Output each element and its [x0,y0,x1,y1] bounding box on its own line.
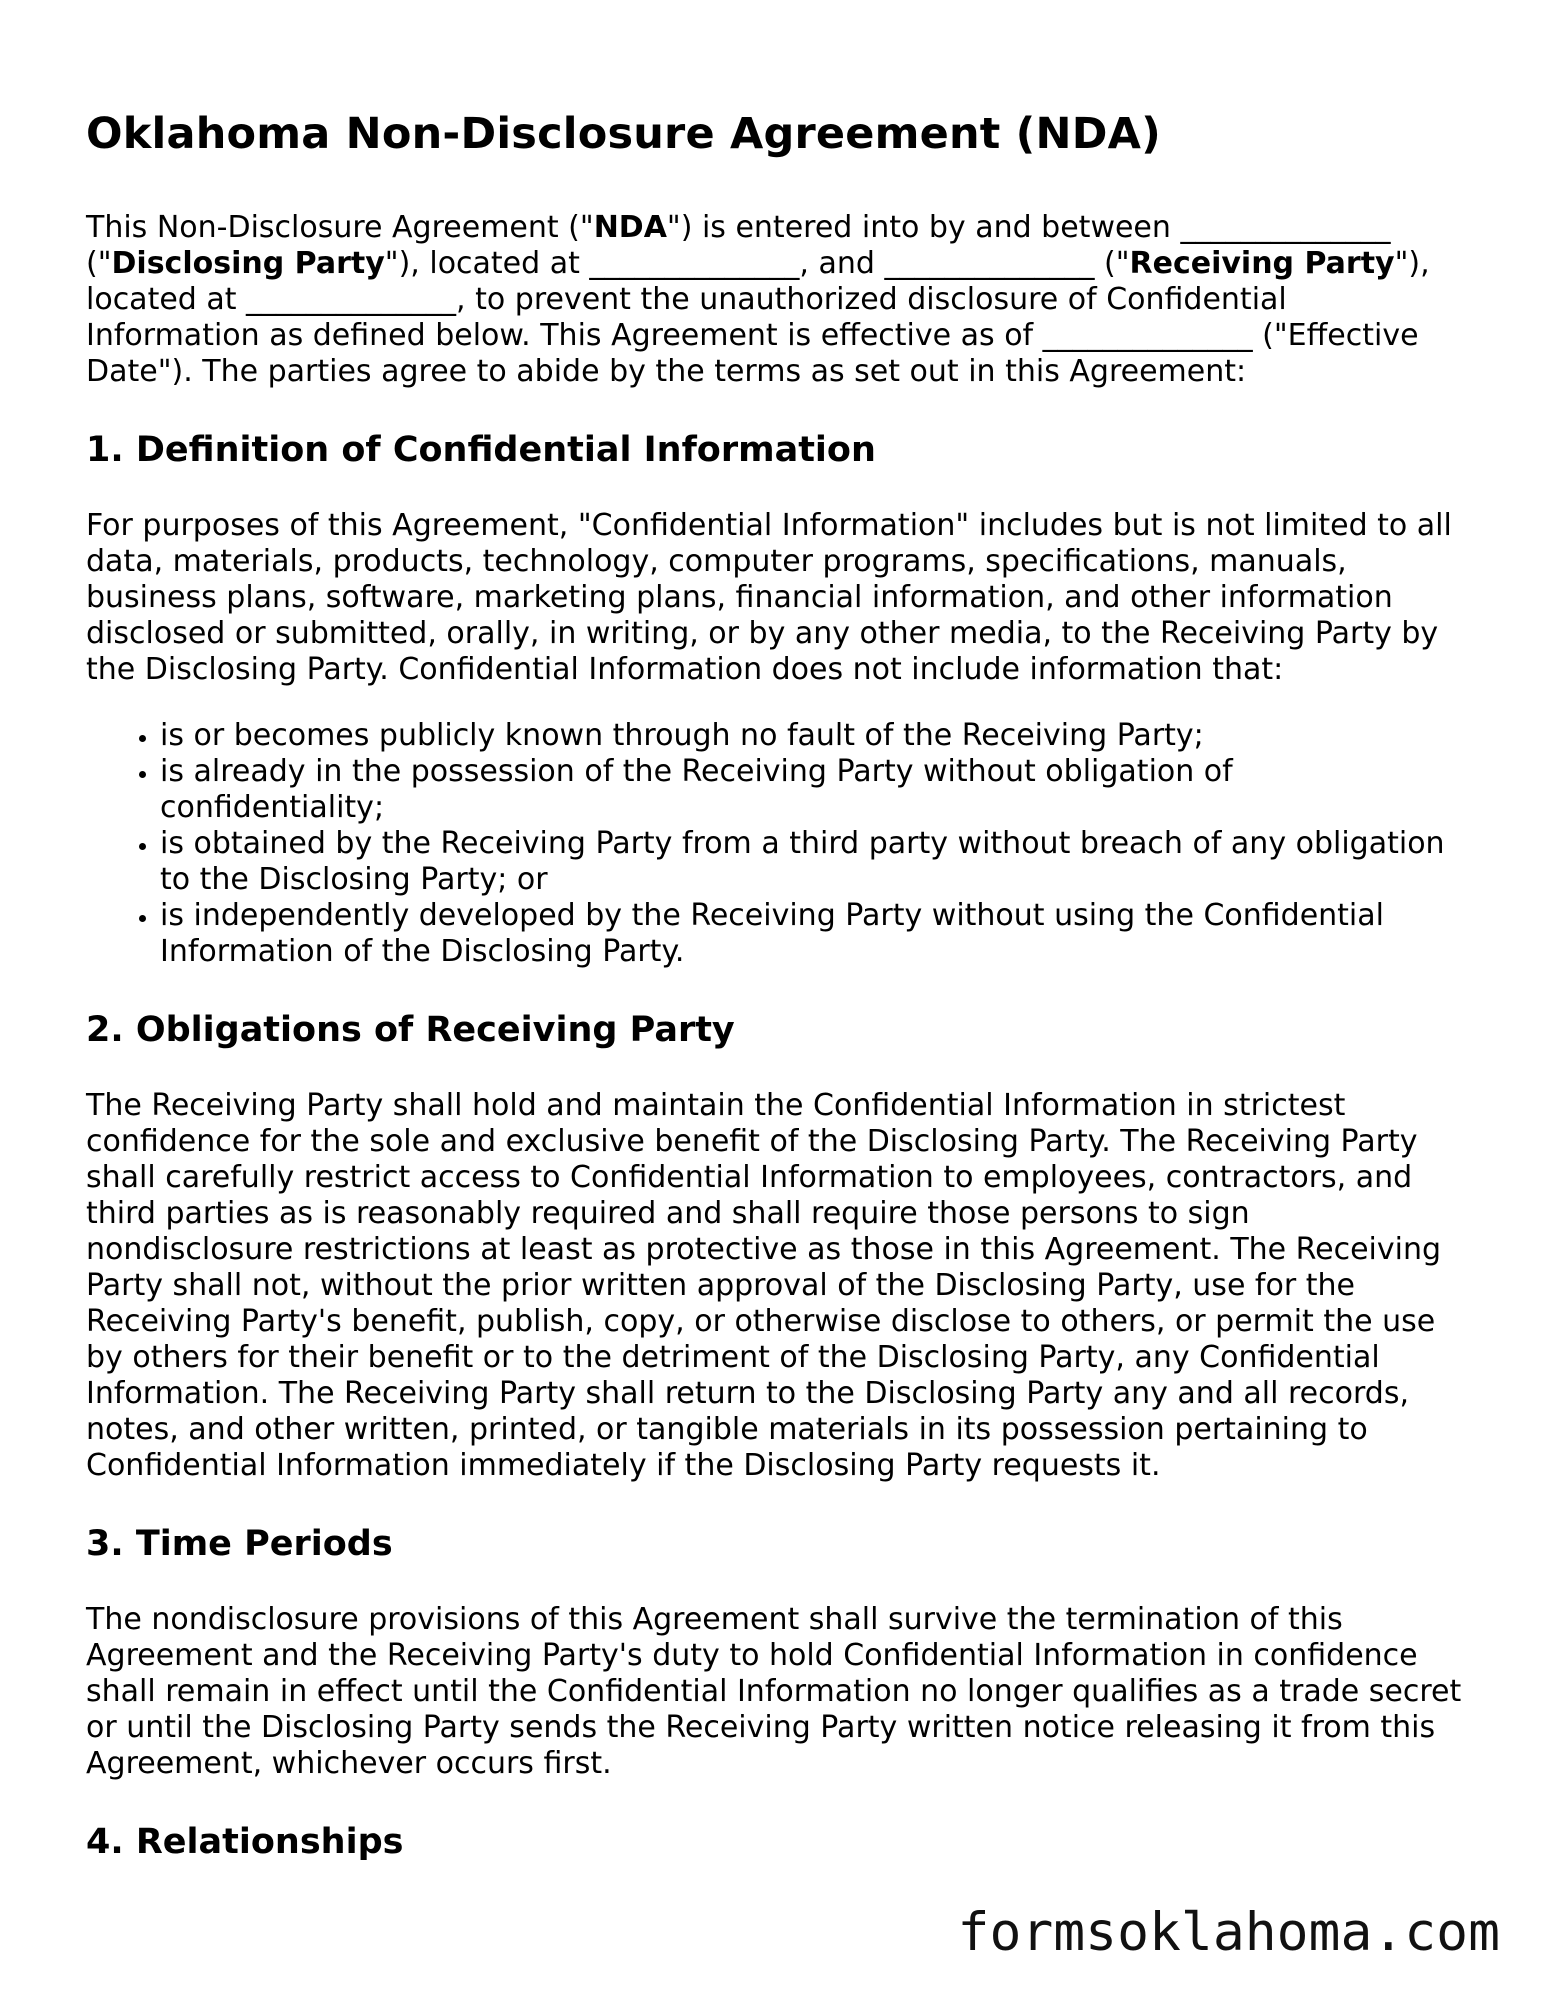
document-page [86,108,1466,1900]
intro-text: ") is entered into by and between ______________ (" [86,210,1391,281]
intro-term-receiving-party: Receiving Party [1129,246,1395,281]
list-item: • is or becomes publicly known through no fault of the Receiving Party; [160,718,1466,754]
section-body-definition: For purposes of this Agreement, "Confidential Information" includes but is not limited to all data, materials, products, technology, computer programs, specifications, manuals, business plans, software, marketing plans, financial information, and other information disclosed or submitted, orally, in writing, or by any other media, to the Receiving Party by the Disclosing Party. Confidential Information does not include information that: [86,508,1452,687]
document-title: Oklahoma Non-Disclosure Agreement (NDA) [86,109,1161,159]
list-item: • is independently developed by the Receiving Party without using the Confidential Information of the Disclosing Party. [160,898,1466,970]
list-item: • is already in the possession of the Receiving Party without obligation of confidentiality; [160,754,1466,826]
section-heading-obligations: 2. Obligations of Receiving Party [86,1010,735,1050]
intro-term-disclosing-party: Disclosing Party [111,246,385,281]
section-heading-time-periods: 3. Time Periods [86,1524,393,1564]
intro-text: This Non-Disclosure Agreement (" [86,210,594,245]
intro-text: "), located at ______________, to prevent the unauthorized disclosure of Confidential Information as defined below. This Agreement is effective as of ______________ ("Effective Date"). The parties agree to abide by the terms as set out in this Agreement: [86,246,1430,389]
exclusions-list [86,718,1466,970]
section-heading-relationships: 4. Relationships [86,1822,404,1862]
watermark-footer: formsoklahoma.com [957,1902,1500,1963]
section-body-obligations: The Receiving Party shall hold and maintain the Confidential Information in strictest confidence for the sole and exclusive benefit of the Disclosing Party. The Receiving Party shall carefully restrict access to Confidential Information to employees, contractors, and third parties as is reasonably required and shall require those persons to sign nondisclosure restrictions at least as protective as those in this Agreement. The Receiving Party shall not, without the prior written approval of the Disclosing Party, use for the Receiving Party's benefit, publish, copy, or otherwise disclose to others, or permit the use by others for their benefit or to the detriment of the Disclosing Party, any Confidential Information. The Receiving Party shall return to the Disclosing Party any and all records, notes, and other written, printed, or tangible materials in its possession pertaining to Confidential Information immediately if the Disclosing Party requests it. [86,1088,1442,1483]
section-body-time-periods: The nondisclosure provisions of this Agreement shall survive the termination of this Agreement and the Receiving Party's duty to hold Confidential Information in confidence shall remain in effect until the Confidential Information no longer qualifies as a trade secret or until the Disclosing Party sends the Receiving Party written notice releasing it from this Agreement, whichever occurs first. [86,1602,1462,1781]
intro-term-nda: NDA [593,210,667,245]
intro-paragraph [86,210,1466,390]
section-heading-definition: 1. Definition of Confidential Information [86,430,876,470]
intro-text: "), located at ______________, and ______________ (" [384,246,1130,281]
list-item: • is obtained by the Receiving Party from a third party without breach of any obligation to the Disclosing Party; or [160,826,1466,898]
